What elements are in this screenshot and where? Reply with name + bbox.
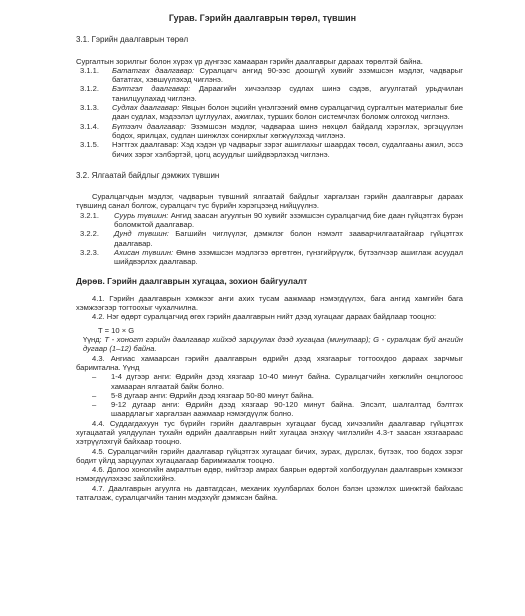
item-text — [114, 211, 463, 230]
formula: T = 10 × G — [98, 325, 135, 335]
item-lead: Бататгах даалгавар: — [112, 65, 195, 75]
list-item-3-1-1 — [80, 66, 463, 85]
item-body: Явцын болон эцсийн үнэлгээний өмнө суралцагчид сургалтын материалыг бие даан судлах, мэдээлэл цуглуулах, ажиглах, турших болон системчлэх боломж олгоход чиглэнэ. — [112, 103, 463, 122]
paragraph-4-6: 4.6. Долоо хоногийн амралтын өдөр, нийтээр амрах баярын өдөртэй холбогдуулан даалгаврын хэмжээг нэмэгдүүлэхээс зайлсхийнэ. — [76, 465, 463, 484]
list-item-3-1-3 — [80, 103, 463, 122]
section-3-2-intro: Суралцагчдын мэдлэг, чадварын түвшний ялгаатай байдлыг харгалзан гэрийн даалгаврыг дараах түвшинд санал болгож, суралцагч тус бүрийн хэрэгцээнд нийцүүлнэ. — [76, 192, 463, 211]
bullet-text: 9-12 дугаар анги: Өдрийн дээд хязгаар 90-120 минут байна. Элсэлт, шалгалтад бэлтгэх шаардлагыг харгалзан аажмаар нэмэгдүүлж болно. — [111, 400, 463, 419]
item-text — [114, 229, 463, 248]
item-lead: Бүтээлч даалгавар: — [112, 121, 186, 131]
list-item-grade-1-4 — [92, 372, 463, 391]
section-3-2-heading: 3.2. Ялгаатай байдлыг дэмжих түвшин — [76, 170, 220, 180]
item-body: Багшийн чиглүүлэг, дэмжлэг болон нэмэлт зааварчилгаатайгаар гүйцэтгэх даалгавар. — [114, 229, 463, 248]
item-number: 3.2.1. — [80, 210, 99, 220]
document-title: Гурав. Гэрийн даалгаврын төрөл, түвшин — [168, 13, 357, 23]
item-body: Дараагийн хичээлээр судлах шинэ сэдэв, агуулгатай урьдчилан танилцуулахад чиглэнэ. — [112, 84, 463, 103]
item-text — [112, 122, 463, 141]
list-item-3-1-5 — [80, 140, 463, 159]
paragraph-4-1: 4.1. Гэрийн даалгаврын хэмжээг анги ахих тусам аажмаар нэмэгдүүлэх, бага ангид хамгийн бага хэмжээгээр тогтоохыг чухалчилна. — [76, 293, 463, 313]
list-item-grade-5-8 — [92, 391, 463, 400]
item-lead: Бэлтгэл даалгавар: — [112, 84, 191, 94]
item-number: 3.1.2. — [80, 84, 99, 94]
item-lead: Судлах даалгавар: — [112, 103, 180, 113]
paragraph-4-3: 4.3. Ангиас хамаарсан гэрийн даалгаврын өдрийн дээд хязгаарыг тогтоохдоо дараах зарчмыг баримтална. Үүнд — [76, 353, 463, 372]
item-number: 3.1.5. — [80, 140, 99, 150]
item-body: Суралцагч ангид 90-ээс доошгүй хувийг эзэмшсэн мэдлэг, чадварыг бататгах, хэвшүүлэхэд чиглэнэ. — [112, 65, 463, 85]
section-3-1-intro: Сургалтын зорилгыг болон хүрэх үр дүнгээс хамааран гэрийн даалгаврыг дараах төрөлтэй байна. — [76, 56, 423, 66]
list-item-grade-9-12 — [92, 400, 463, 419]
list-item-3-1-2 — [80, 84, 463, 103]
item-text — [114, 248, 463, 267]
bullet-text: 5-8 дугаар анги: Өдрийн дээд хязгаар 50-80 минут байна. — [111, 390, 314, 400]
paragraph-4-2: 4.2. Нэг өдөрт суралцагчид өгөх гэрийн даалгаврын нийт дээд хугацааг дараах байдлаар тооцно: — [92, 312, 437, 322]
list-item-3-2-2 — [80, 229, 463, 248]
paragraph-4-5: 4.5. Суралцагчийн гэрийн даалгавар гүйцэтгэх хугацааг бичих, зурах, дүрслэх, бүтээх, тоо бодох зэрэг бодит үйлд зарцуулах хугацаагаар баримжаалж тооцно. — [76, 446, 463, 465]
item-body: Ангид заасан агуулгын 90 хувийг эзэмшсэн суралцагчид бие даан гүйцэтгэх бүрэн боломжтой даалгавар. — [114, 210, 463, 230]
item-text — [112, 66, 463, 85]
item-number: 3.1.4. — [80, 121, 99, 131]
item-lead: Суурь түвшин: — [114, 210, 169, 220]
item-body: Эзэмшсэн мэдлэг, чадвараа шинэ нөхцөл байдалд хэрэглэх, эргэцүүлэн бодох, ярилцах, судлан шинжлэх сонирхлыг хөгжүүлэхэд чиглэнэ. — [112, 121, 463, 140]
bullet-dash: – — [92, 400, 97, 410]
item-text — [112, 84, 463, 103]
item-text — [112, 103, 463, 122]
item-number: 3.1.1. — [80, 65, 99, 75]
item-lead: Ахисан түвшин: — [114, 247, 174, 257]
section-4-heading: Дөрөв. Гэрийн даалгаврын хугацаа, зохион байгуулалт — [76, 275, 308, 286]
bullet-text: 1-4 дүгээр анги: Өдрийн дээд хязгаар 10-40 минут байна. Суралцагчийн хөгжлийн онцлогоос хамааран ялгаатай байж болно. — [111, 372, 463, 391]
item-text — [112, 140, 463, 159]
section-3-1-heading: 3.1. Гэрийн даалгаврын төрөл — [76, 35, 189, 45]
item-body: Нэгтгэх даалгавар: Хэд хэдэн үр чадварыг зэрэг ашиглахыг шаардах төсөл, судалгааны ажил, эссэ бичих зэрэг хэлбэртэй, цогц асуудлыг шийдвэрлэхэд чиглэнэ. — [112, 140, 463, 159]
formula-note-label: Үүнд: — [83, 335, 105, 345]
formula-note — [83, 335, 463, 354]
item-number: 3.2.2. — [80, 229, 99, 239]
bullet-dash: – — [92, 372, 97, 382]
item-lead: Дунд түвшин: — [114, 229, 169, 239]
item-body: Өмнө эзэмшсэн мэдлэгээ өргөтгөн, гүнзгийрүүлж, бүтээлчээр ашиглаж асуудал шийдвэрлэх даалгавар. — [114, 247, 464, 267]
paragraph-4-7: 4.7. Даалгаврын агуулга нь давтагдсан, механик хуулбарлах болон бэлэн цээжлэх шинжтэй байхаас татгалзаж, суралцагчийн танин мэдэхүйг дэмжсэн байна. — [76, 483, 463, 503]
document-page — [0, 14, 525, 616]
formula-note-text: T - хоногт гэрийн даалгавар хийхэд зарцуулах дээд хугацаа (минутаар); G - суралцаж буй ангийн дугаар (1–12) байна. — [83, 335, 463, 354]
list-item-3-1-4 — [80, 122, 463, 141]
list-item-3-2-1 — [80, 211, 463, 230]
paragraph-4-4: 4.4. Суддагдахуун тус бүрийн гэрийн даалгаврын хугацааг бусад хичээлийн даалгавар гүйцэтгэх хугацаатай уялдуулан тухайн өдрийн даалгаврын нийт хугацаа энэхүү чиглэлийн 4.3-т заасан хязгаараас хэтрүүлэхгүй байхаар тооцно. — [76, 418, 463, 447]
bullet-dash: – — [92, 390, 97, 400]
item-number: 3.2.3. — [80, 247, 99, 257]
item-number: 3.1.3. — [80, 103, 99, 113]
list-item-3-2-3 — [80, 248, 463, 267]
